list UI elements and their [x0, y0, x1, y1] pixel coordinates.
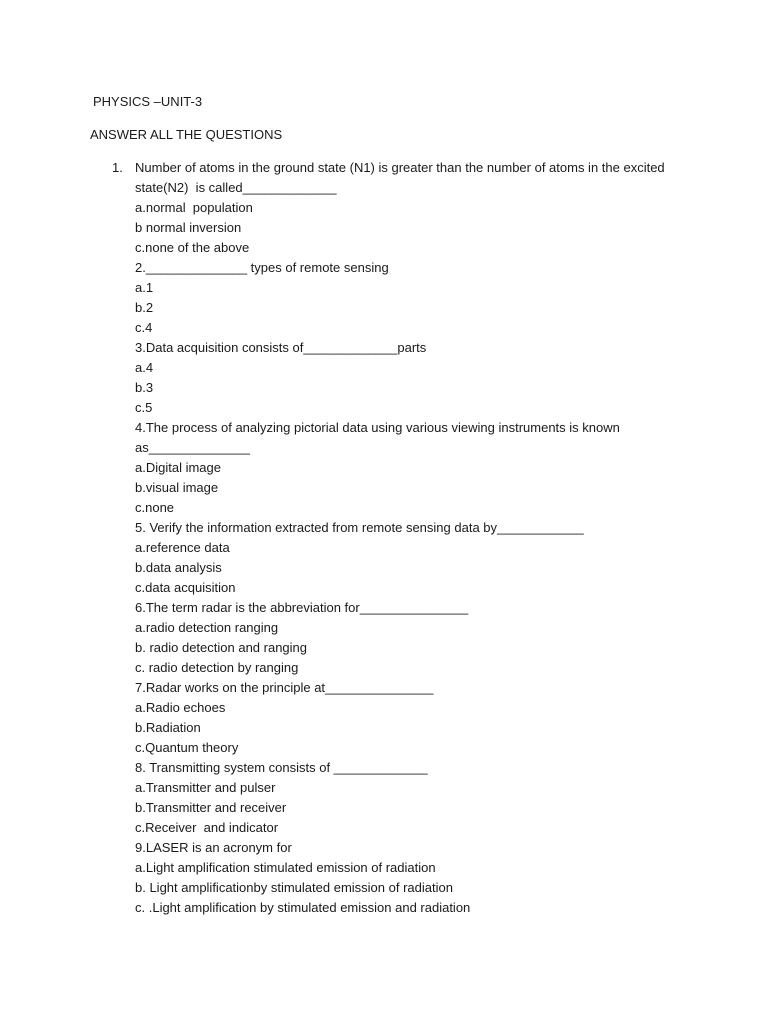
- text-line: a.Light amplification stimulated emission of radiation: [135, 860, 436, 875]
- instruction-text: ANSWER ALL THE QUESTIONS: [90, 127, 283, 142]
- text-line: 6.The term radar is the abbreviation for_______________: [135, 600, 469, 615]
- text-line: b.Radiation: [135, 720, 201, 735]
- text-line: c.5: [135, 400, 153, 415]
- text-line: a.Radio echoes: [135, 700, 226, 715]
- text-line: 9.LASER is an acronym for: [135, 840, 292, 855]
- text-line: b.Transmitter and receiver: [135, 800, 287, 815]
- text-line: c.none: [135, 500, 175, 515]
- text-line: a.reference data: [135, 540, 230, 555]
- text-line: a.Digital image: [135, 460, 221, 475]
- text-line: 2.______________ types of remote sensing: [135, 260, 389, 275]
- text-line: state(N2) is called_____________: [135, 180, 337, 195]
- text-line: 8. Transmitting system consists of _____________: [135, 760, 428, 775]
- text-line: c.data acquisition: [135, 580, 236, 595]
- text-line: b. radio detection and ranging: [135, 640, 308, 655]
- text-line: 3.Data acquisition consists of_____________parts: [135, 340, 427, 355]
- text-line: b.3: [135, 380, 154, 395]
- text-line: Number of atoms in the ground state (N1) is greater than the number of atoms in the excited: [135, 160, 665, 175]
- text-line: a.1: [135, 280, 154, 295]
- text-line: c. .Light amplification by stimulated emission and radiation: [135, 900, 471, 915]
- text-line: a.Transmitter and pulser: [135, 780, 276, 795]
- question-list: [135, 160, 695, 920]
- document-title: PHYSICS –UNIT-3: [93, 94, 203, 109]
- text-line: c.none of the above: [135, 240, 250, 255]
- text-line: b.visual image: [135, 480, 219, 495]
- text-line: c. radio detection by ranging: [135, 660, 299, 675]
- text-line: b. Light amplificationby stimulated emission of radiation: [135, 880, 453, 895]
- text-line: as______________: [135, 440, 250, 455]
- text-line: a.radio detection ranging: [135, 620, 279, 635]
- text-line: a.4: [135, 360, 154, 375]
- question-number: 1.: [112, 160, 123, 175]
- text-line: 5. Verify the information extracted from remote sensing data by____________: [135, 520, 584, 535]
- text-line: b normal inversion: [135, 220, 242, 235]
- text-line: 7.Radar works on the principle at_______________: [135, 680, 434, 695]
- text-line: c.Receiver and indicator: [135, 820, 279, 835]
- text-line: b.data analysis: [135, 560, 222, 575]
- text-line: c.4: [135, 320, 153, 335]
- text-line: c.Quantum theory: [135, 740, 239, 755]
- text-line: 4.The process of analyzing pictorial data using various viewing instruments is known: [135, 420, 620, 435]
- text-line: b.2: [135, 300, 154, 315]
- text-line: a.normal population: [135, 200, 253, 215]
